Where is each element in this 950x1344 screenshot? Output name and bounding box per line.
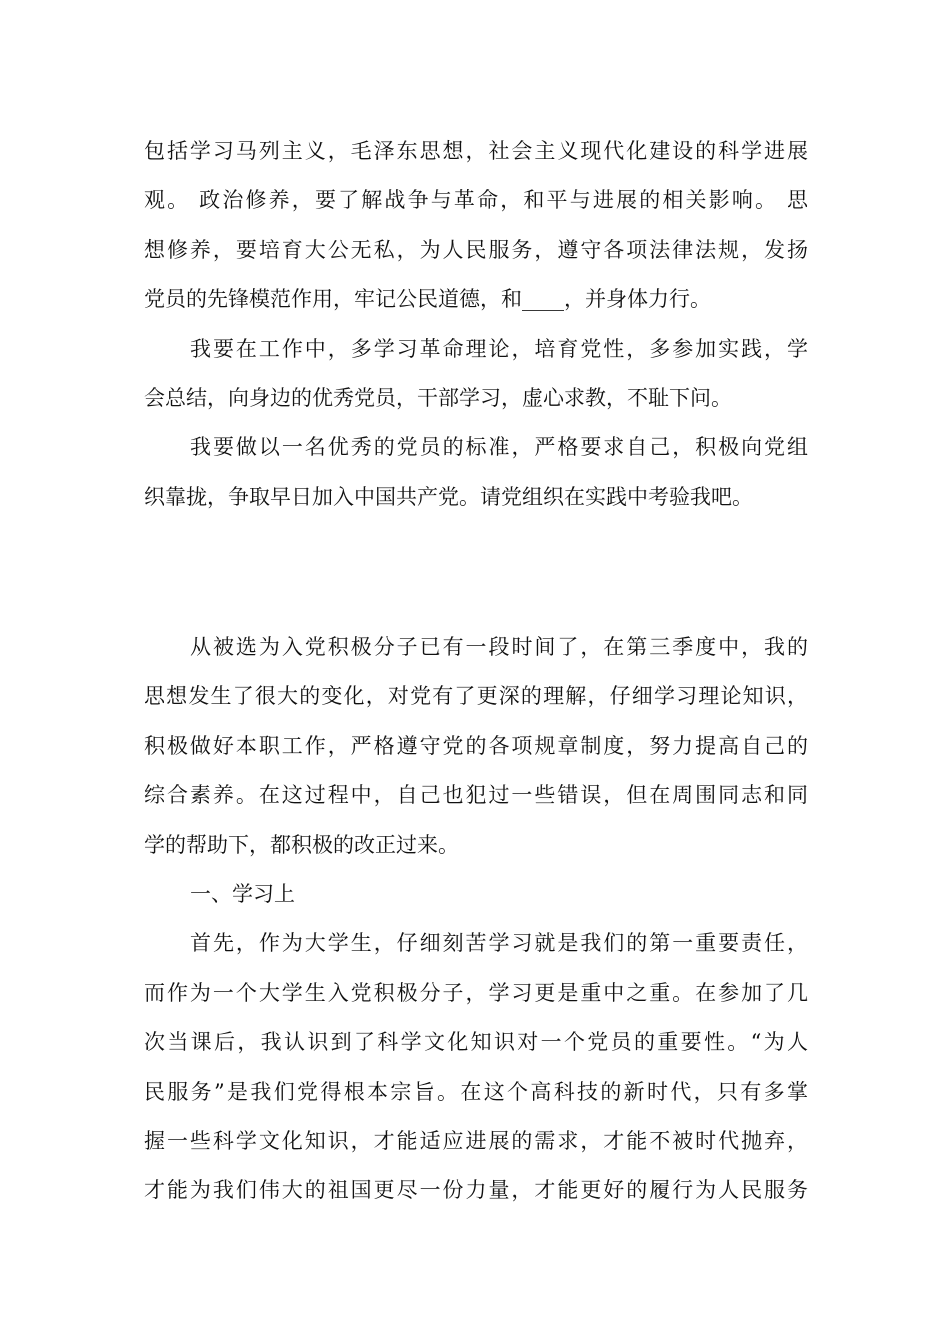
text-line: 才能为我们伟大的祖国更尽一份力量，才能更好的履行为人民服务	[144, 1178, 808, 1203]
text-line: 握一些科学文化知识，才能适应进展的需求，才能不被时代抛弃，	[144, 1128, 808, 1153]
text-line: 织靠拢，争取早日加入中国共产党。请党组织在实践中考验我吧。	[144, 484, 753, 509]
text-line: 我要做以一名优秀的党员的标准，严格要求自己，积极向党组	[190, 435, 808, 460]
text-line: 包括学习马列主义，毛泽东思想，社会主义现代化建设的科学进展	[144, 139, 808, 163]
text-line: 会总结，向身边的优秀党员，干部学习，虚心求教，不耻下问。	[144, 385, 732, 410]
text-line: 首先，作为大学生，仔细刻苦学习就是我们的第一重要责任，	[190, 931, 808, 956]
text-section-1	[144, 127, 808, 522]
text-line: 观。 政治修养，要了解战争与革命，和平与进展的相关影响。 思	[144, 188, 808, 213]
text-line: 我要在工作中，多学习革命理论，培育党性，多参加实践，学	[190, 336, 808, 361]
text-line: 综合素养。在这过程中，自己也犯过一些错误，但在周围同志和同	[144, 783, 808, 808]
text-line: 想修养，要培育大公无私，为人民服务，遵守各项法律法规，发扬	[144, 237, 808, 262]
text-line: 思想发生了很大的变化，对党有了更深的理解，仔细学习理论知识，	[144, 684, 808, 709]
text-line: 从被选为入党积极分子已有一段时间了，在第三季度中，我的	[190, 635, 808, 659]
text-line: 次当课后，我认识到了科学文化知识对一个党员的重要性。“为人	[144, 1030, 808, 1055]
section-heading: 一、学习上	[190, 881, 295, 906]
text-line: 而作为一个大学生入党积极分子，学习更是重中之重。在参加了几	[144, 980, 808, 1005]
text-line: 民服务”是我们党得根本宗旨。在这个高科技的新时代，只有多掌	[144, 1079, 808, 1104]
text-line: 积极做好本职工作，严格遵守党的各项规章制度，努力提高自己的	[144, 733, 808, 758]
text-line: 党员的先锋模范作用，牢记公民道德，和____，并身体力行。	[144, 287, 711, 312]
text-line: 学的帮助下，都积极的改正过来。	[144, 832, 459, 857]
text-section-2	[144, 623, 808, 1216]
